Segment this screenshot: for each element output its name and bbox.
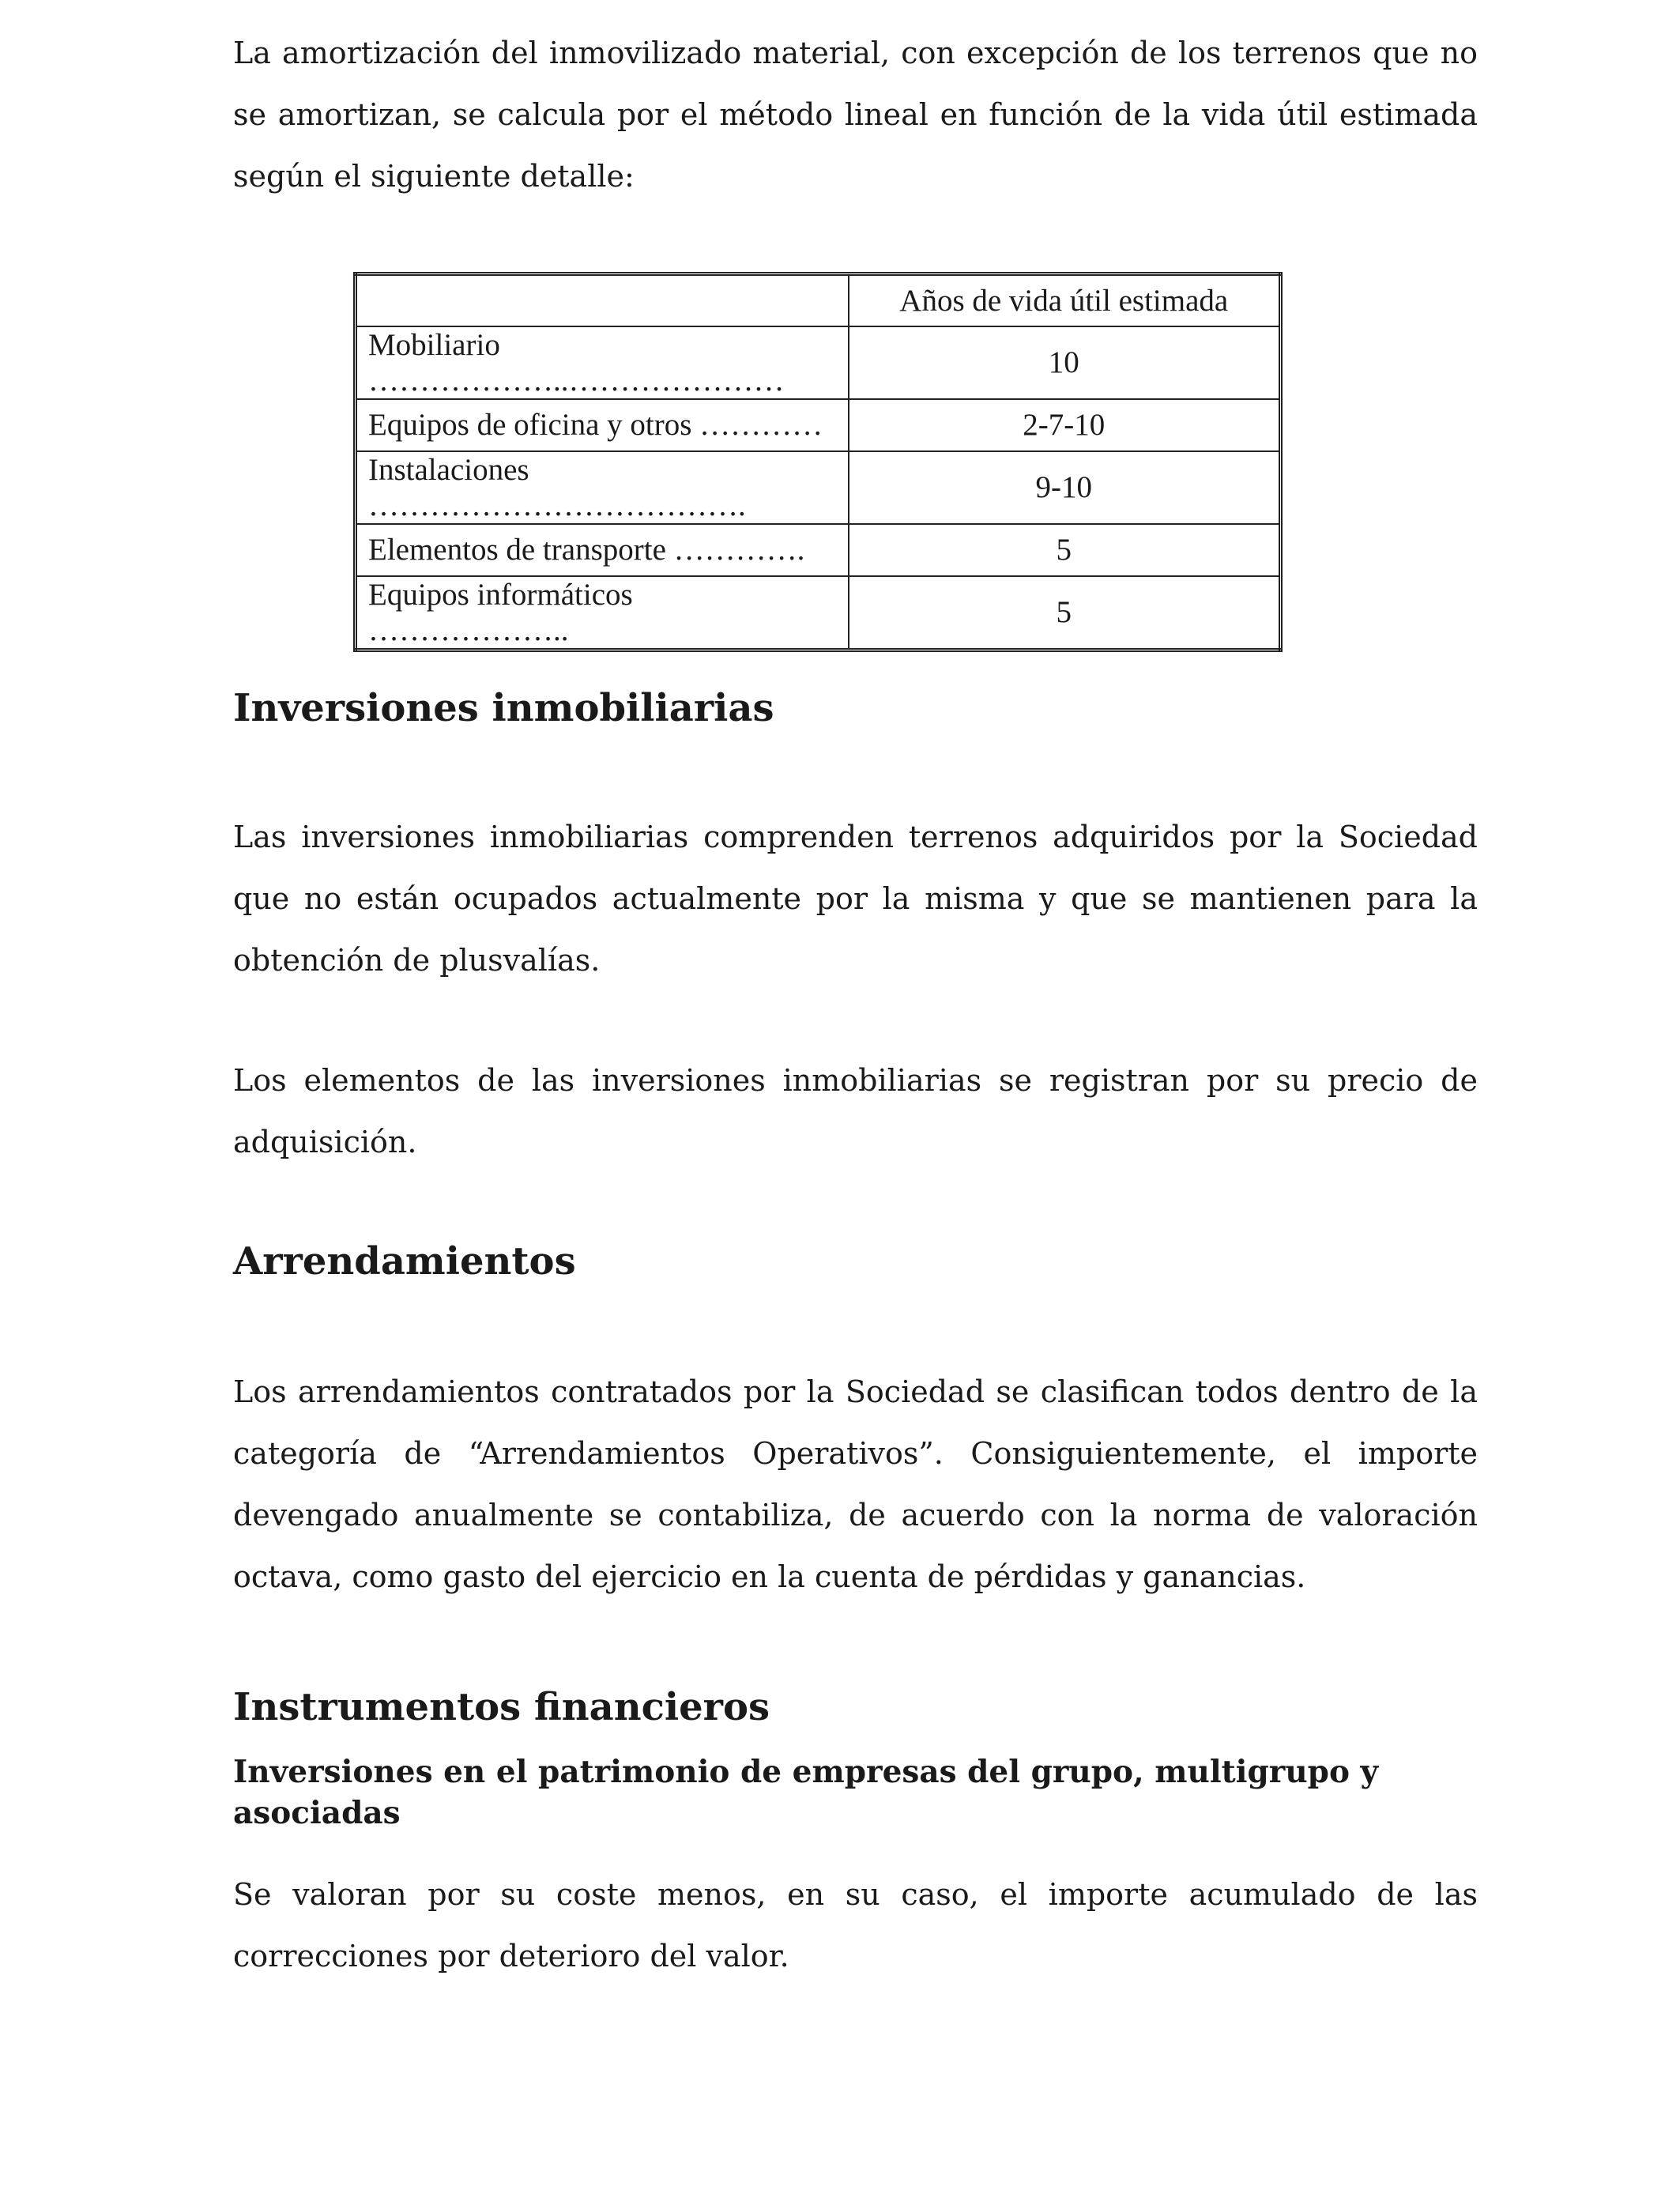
table-row [356,576,1281,650]
arrendamientos-paragraph: Los arrendamientos contratados por la Sociedad se clasifican todos dentro de la categoría de “Arrendamientos Operativos”. Consiguientemente, el importe devengado anualmente se contabiliza, de acuerdo con la norma de valoración octava, como gasto del ejercicio en la cuenta de pérdidas y ganancias. [233,1374,1478,1594]
useful-life-value: 2-7-10 [849,399,1281,451]
instrumentos-paragraph: Se valoran por su coste menos, en su caso, el importe acumulado de las correcciones por deterioro del valor. [233,1877,1478,1973]
table-row [356,399,1281,451]
useful-life-value: 9-10 [849,451,1281,524]
useful-life-value: 5 [849,576,1281,650]
amortization-table [353,272,1283,652]
asset-label: Equipos de oficina y otros ………… [356,399,849,451]
useful-life-value: 5 [849,524,1281,576]
asset-label: Instalaciones ………………………………. [356,451,849,524]
asset-label: Equipos informáticos ……………….. [356,576,849,650]
inversiones-paragraph-1: Las inversiones inmobiliarias comprenden terrenos adquiridos por la Sociedad que no están ocupados actualmente por la misma y que se mantienen para la obtención de plusvalías. [233,820,1478,978]
heading-arrendamientos: Arrendamientos [233,1239,576,1284]
table-header-cell: Años de vida útil estimada [849,274,1281,326]
useful-life-value: 10 [849,326,1281,399]
table-header-cell [356,274,849,326]
heading-instrumentos-financieros: Instrumentos financieros [233,1685,770,1729]
subheading-inversiones-patrimonio: Inversiones en el patrimonio de empresas del grupo, multigrupo y asociadas [233,1754,1379,1831]
heading-inversiones-inmobiliarias: Inversiones inmobiliarias [233,686,774,730]
inversiones-paragraph-2: Los elementos de las inversiones inmobiliarias se registran por su precio de adquisición. [233,1063,1478,1159]
asset-label: Mobiliario ………………..………………… [356,326,849,399]
table-row [356,451,1281,524]
intro-paragraph: La amortización del inmovilizado material, con excepción de los terrenos que no se amortizan, se calcula por el método lineal en función de la vida útil estimada según el siguiente detalle: [233,36,1478,194]
table-header-row [356,274,1281,326]
table-row [356,326,1281,399]
table-row [356,524,1281,576]
asset-label: Elementos de transporte …………. [356,524,849,576]
